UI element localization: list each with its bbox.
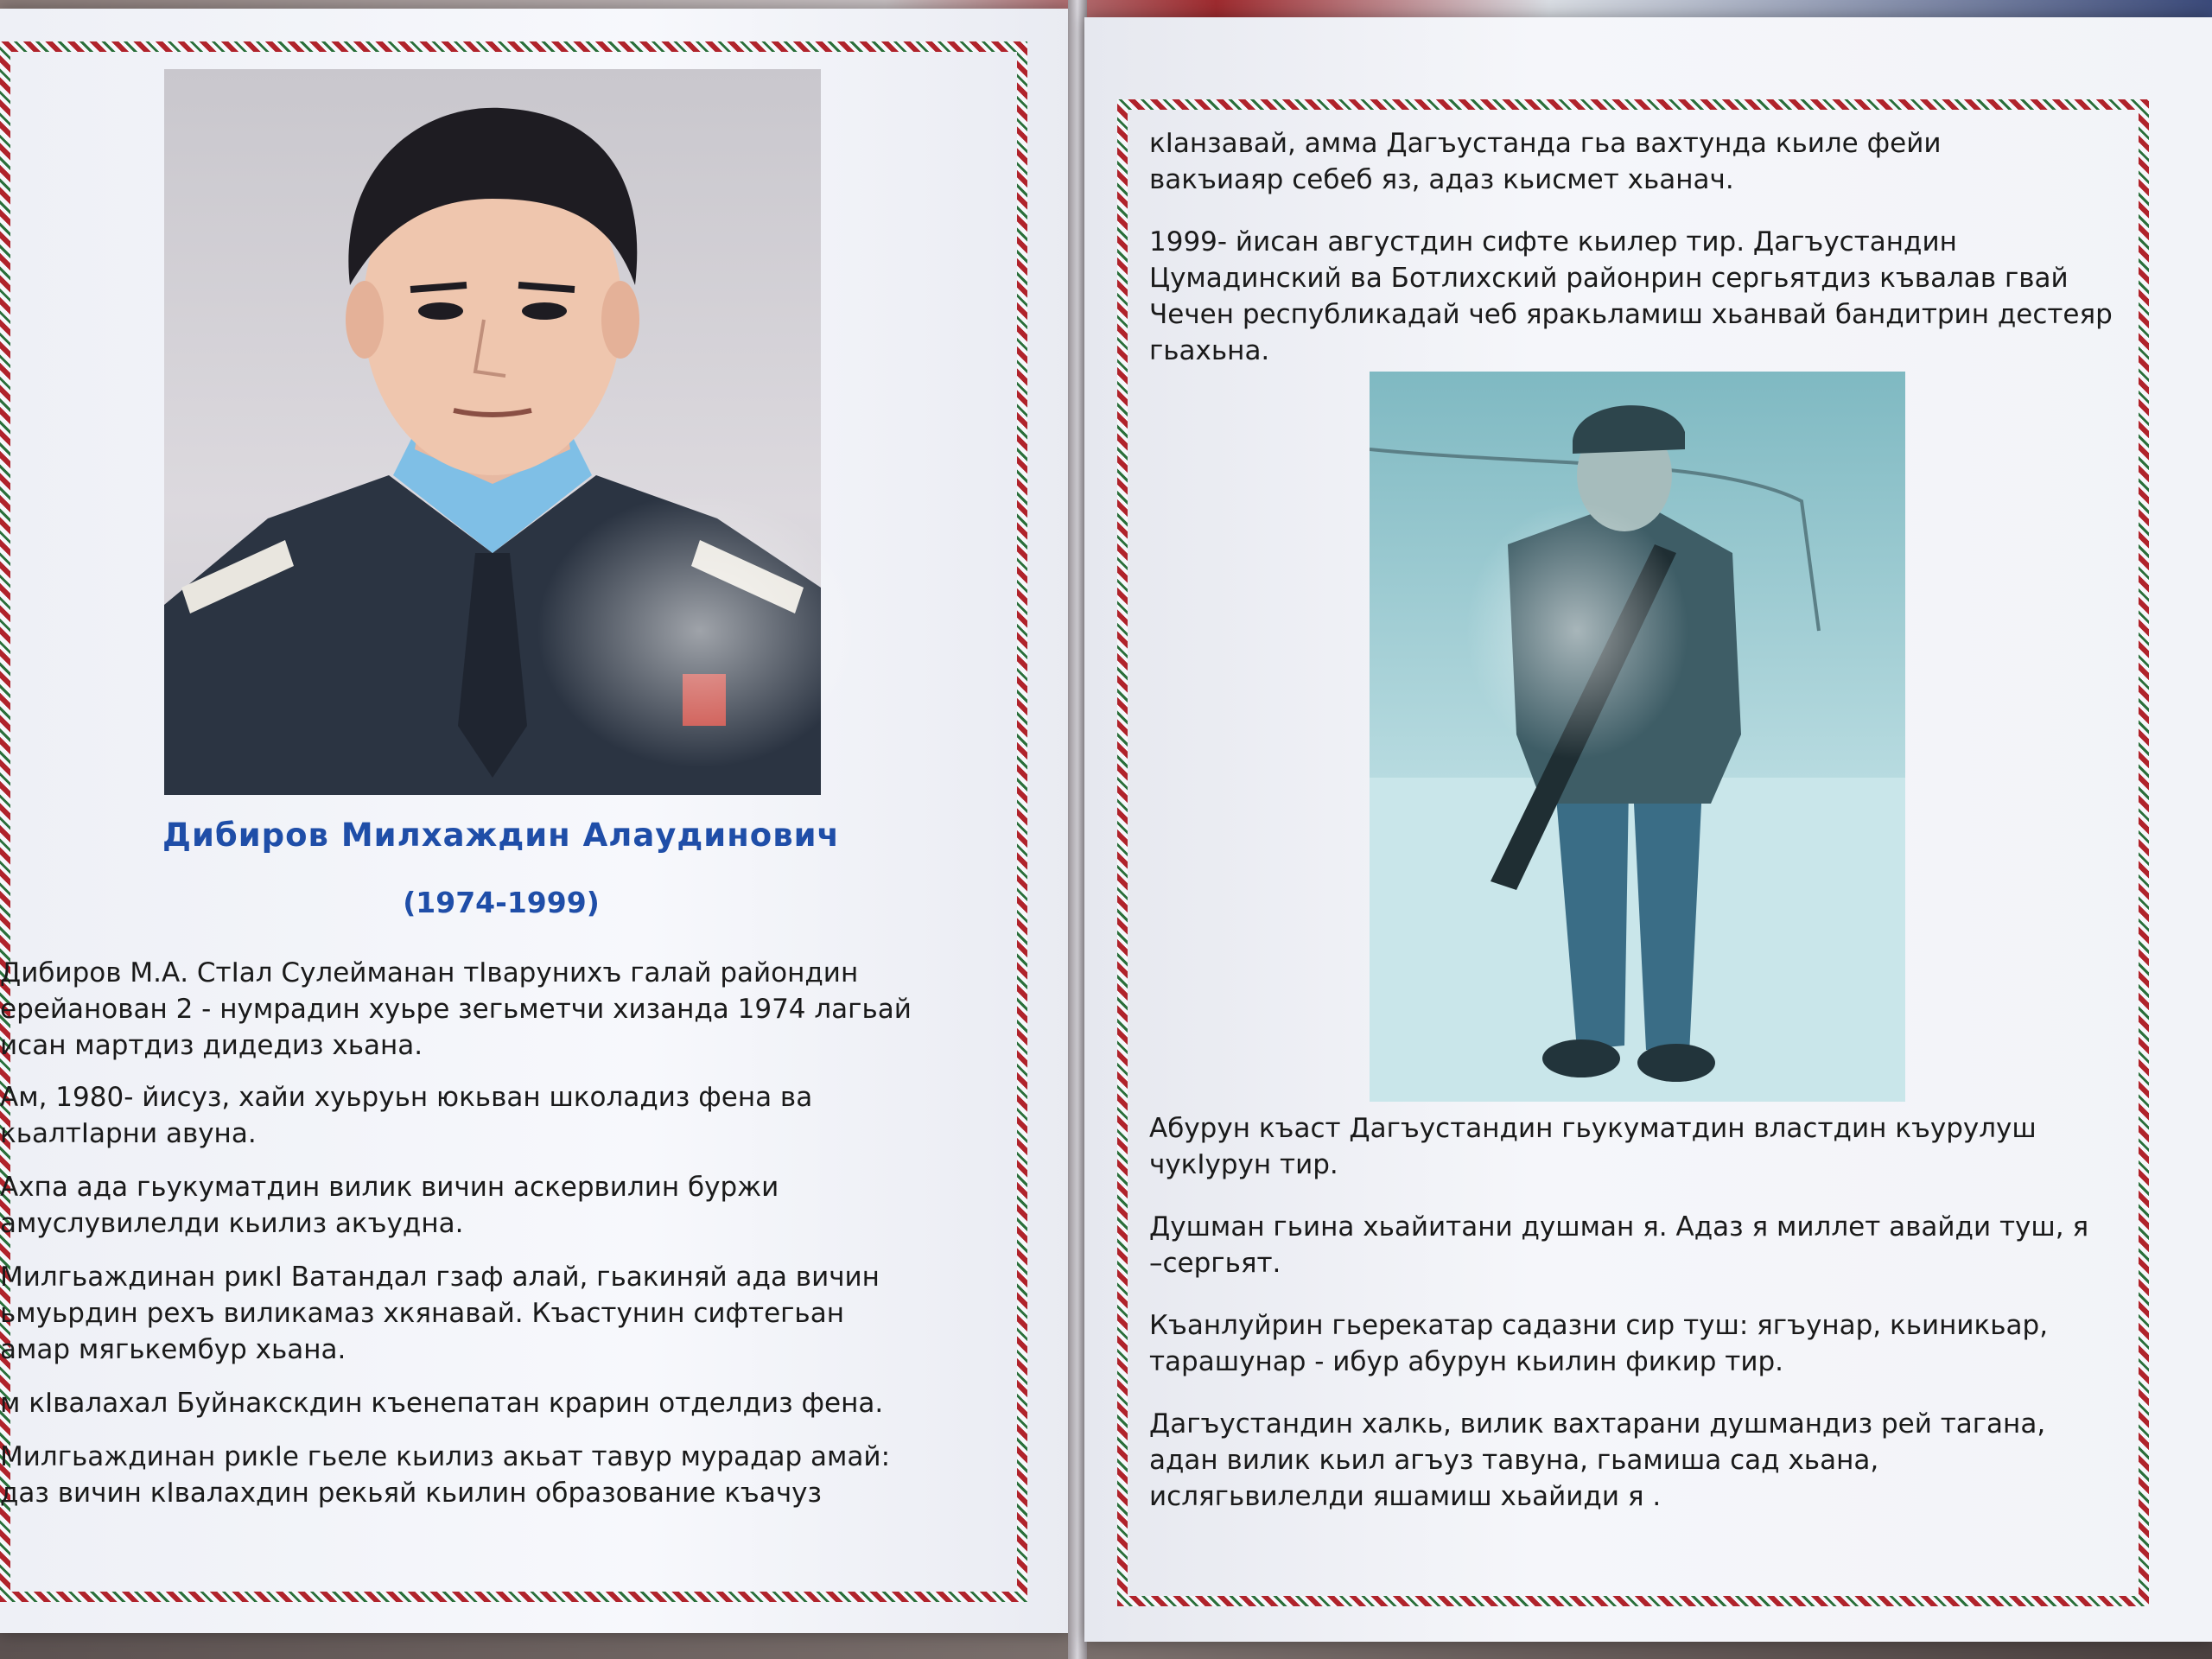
paragraph: Абурун къаст Дагъустандин гьукуматдин властдин къурулуш чукIурун тир. xyxy=(1149,1113,2037,1180)
paragraph: Душман гьина хьайитани душман я. Адаз я миллет авайди туш, я –сергьят. xyxy=(1149,1211,2089,1279)
paragraph: Ахпа ада гьукуматдин вилик вичин аскервилин буржи амуслувилелди кьилиз акъудна. xyxy=(0,1172,779,1239)
paragraph: Дибиров М.А. СтIал Сулейманан тIварунихъ галай райондин ерейанован 2 - нумрадин хуьре зегьметчи хизанда 1974 лагьай исан мартдиз дидедиз хьана. xyxy=(0,957,912,1061)
right-page xyxy=(1084,17,2212,1642)
paragraph: кIанзавай, амма Дагъустанда гьа вахтунда кьиле фейи вакъиаяр себеб яз, адаз кьисмет хьанач. xyxy=(1149,128,1942,195)
soldier-photo xyxy=(1370,372,1905,1102)
right-page-bottom-text xyxy=(1149,1110,2143,1532)
paragraph: Ам, 1980- йисуз, хайи хуьруьн юкьван школадиз фена ва кьалтIарни авуна. xyxy=(0,1082,813,1149)
paragraph: Дагъустандин халкь, вилик вахтарани душмандиз рей тагана, адан вилик кьил агъуз тавуна, гьамиша сад хьана, ислягьвилелди яшамиш хьайиди я . xyxy=(1149,1408,2046,1512)
soldier-illustration xyxy=(1370,372,1905,1102)
left-page-body xyxy=(0,955,994,1529)
paragraph: Милгьаждинан рикIe гьеле кьилиз акьат тавур мурадар амай: даз вичин кIвалахдин рекьяй кьилин образование къачуз xyxy=(0,1441,891,1509)
right-page-top-text xyxy=(1149,125,2134,386)
paragraph: 1999- йисан августдин сифте кьилер тир. Дагъустандин Цумадинский ва Ботлихский районрин сергьятдиз къвалав гвай Чечен республикадай чеб яракьламиш хьанвай бандитрин дестеяр гьахьна. xyxy=(1149,226,2113,366)
paragraph: Къанлуйрин гьерекатар садазни сир туш: ягъунар, кьиникьар, тарашунар - ибур абурун кьилин фикир тир. xyxy=(1149,1310,2049,1377)
portrait-illustration xyxy=(164,69,821,795)
life-years: (1974-1999) xyxy=(403,886,600,919)
portrait-photo xyxy=(164,69,821,795)
left-page xyxy=(0,9,1071,1633)
paragraph: Милгьаждинан рикI Ватандал гзаф алай, гьакиняй ада вичин ьмуьрдин рехъ виликамаз хкянавай. Къастунин сифтегьан амар мягькембур хьана. xyxy=(0,1262,880,1365)
person-name: Дибиров Милхаждин Алаудинович xyxy=(162,817,840,854)
paragraph: м кIвалахал Буйнакскдин къенепатан крарин отделдиз фена. xyxy=(0,1388,884,1419)
